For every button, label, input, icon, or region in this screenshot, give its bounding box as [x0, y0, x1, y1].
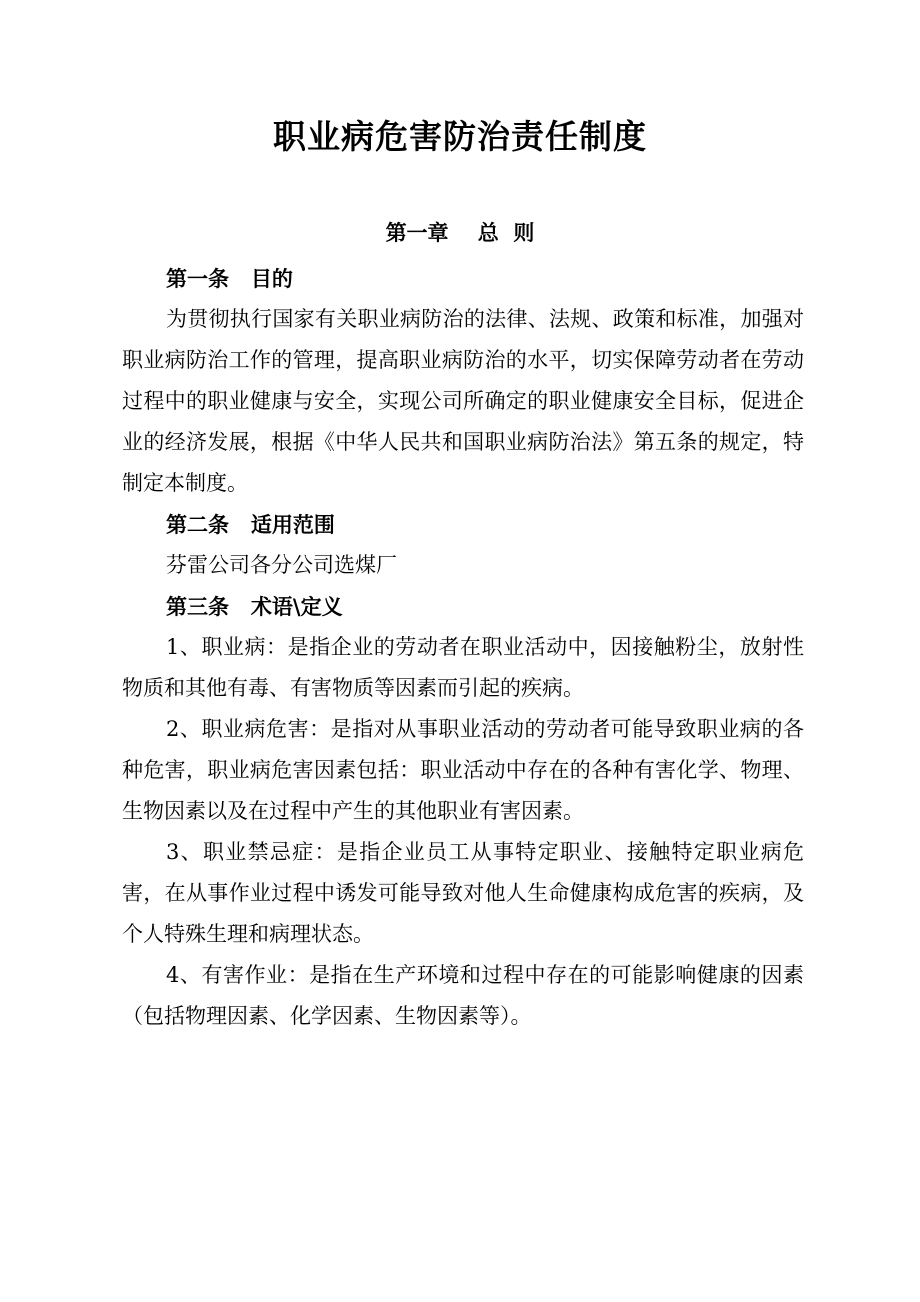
definition-occupational-disease: 1、职业病：是指企业的劳动者在职业活动中，因接触粉尘，放射性物质和其他有毒、有害物质等因素而引起的疾病。	[122, 635, 804, 700]
article-2-heading: 第二条 适用范围	[166, 512, 335, 537]
definition-hazardous-work: 4、有害作业：是指在生产环境和过程中存在的可能影响健康的因素（包括物理因素、化学因素、生物因素等）。	[122, 963, 804, 1028]
definition-contraindication: 3、职业禁忌症：是指企业员工从事特定职业、接触特定职业病危害，在从事作业过程中诱发可能导致对他人生命健康构成危害的疾病，及个人特殊生理和病理状态。	[122, 840, 804, 946]
article-1-paragraph: 为贯彻执行国家有关职业病防治的法律、法规、政策和标准，加强对职业病防治工作的管理，提高职业病防治的水平，切实保障劳动者在劳动过程中的职业健康与安全，实现公司所确定的职业健康安全目标，促进企业的经济发展，根据《中华人民共和国职业病防治法》第五条的规定，特制定本制度。	[122, 307, 804, 495]
chapter-heading: 第一章 总 则	[385, 220, 535, 245]
definition-occupational-hazard: 2、职业病危害：是指对从事职业活动的劳动者可能导致职业病的各种危害，职业病危害因素包括：职业活动中存在的各种有害化学、物理、生物因素以及在过程中产生的其他职业有害因素。	[122, 717, 804, 823]
article-1-heading: 第一条 目的	[166, 266, 293, 291]
document-title: 职业病危害防治责任制度	[273, 117, 647, 156]
article-2-paragraph: 芬雷公司各分公司选煤厂	[166, 553, 397, 577]
document-body	[122, 258, 804, 1037]
article-3-heading: 第三条 术语\定义	[166, 594, 343, 619]
